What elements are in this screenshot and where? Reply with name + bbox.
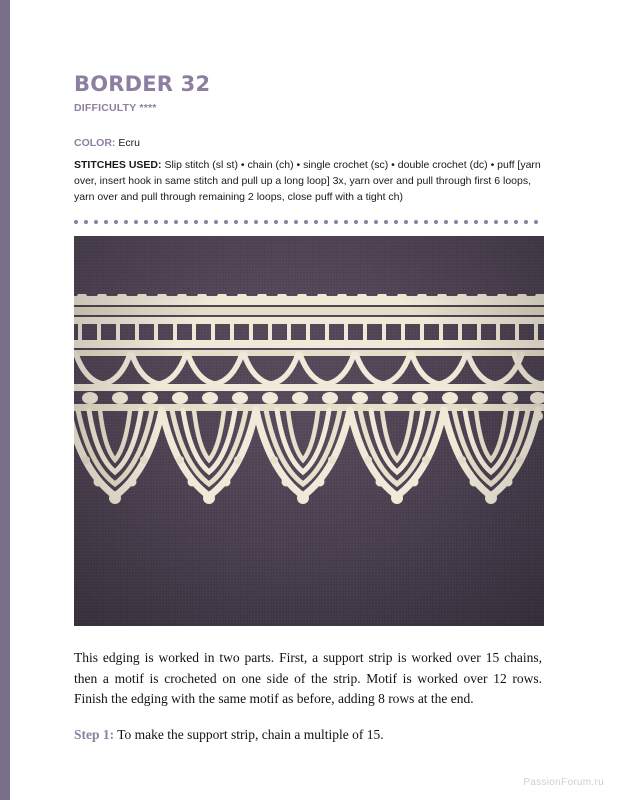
stitches-label: STITCHES USED: xyxy=(74,159,162,172)
left-margin-bar-inner xyxy=(10,0,16,800)
step-1-label: Step 1: xyxy=(74,727,115,743)
step-1-paragraph xyxy=(74,725,542,745)
dotted-divider xyxy=(74,219,542,224)
border-photo xyxy=(74,236,544,626)
color-value: Ecru xyxy=(118,137,140,149)
difficulty-stars: **** xyxy=(139,102,157,114)
difficulty-label: DIFFICULTY xyxy=(74,102,137,114)
page-title: BORDER 32 xyxy=(74,72,211,96)
difficulty-line xyxy=(74,102,544,114)
body-paragraph: This edging is worked in two parts. First, a support strip is worked over 15 chains, then a motif is crocheted on one side of the strip. Motif is worked over 12 rows. Finish the edging with the same motif as before, adding 8 rows at the end. xyxy=(74,650,542,706)
watermark: PassionForum.ru xyxy=(523,777,604,788)
step-1-text: To make the support strip, chain a multiple of 15. xyxy=(114,727,384,743)
color-line xyxy=(74,136,544,151)
stitches-line xyxy=(74,158,542,205)
left-margin-bar xyxy=(0,0,16,800)
color-label: COLOR: xyxy=(74,137,116,149)
photo-vignette xyxy=(74,236,544,626)
page-content xyxy=(74,0,544,759)
stitches-value: Slip stitch (sl st) • chain (ch) • single crochet (sc) • double crochet (dc) • puff [yarn over, insert hook in same stitch and pull up a long loop] 3x, yarn over and pull through first 6 loops, yarn over and pull through remaining 2 loops, close puff with a tight ch) xyxy=(74,159,541,203)
